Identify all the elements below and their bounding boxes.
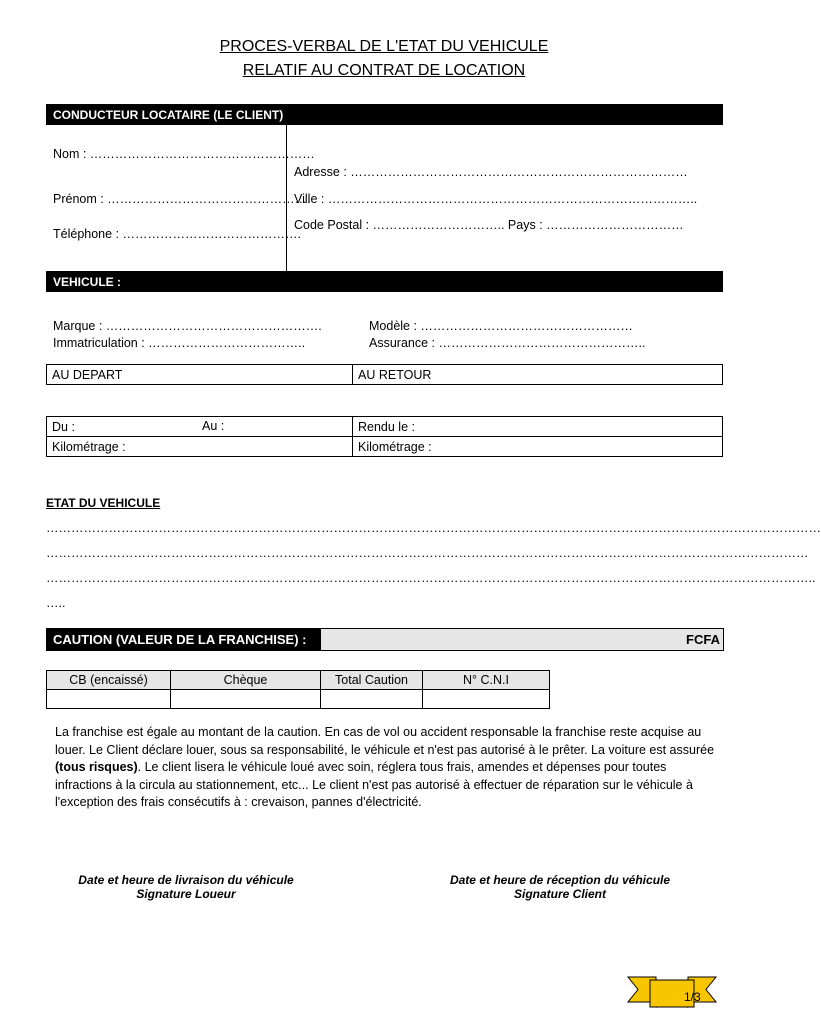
- au-label: Au :: [202, 419, 225, 433]
- cheque-header: Chèque: [171, 671, 321, 690]
- ville-field[interactable]: Ville : ……………………………………………………………………………..: [294, 192, 698, 206]
- terms-part2: . Le client lisera le véhicule loué avec soin, réglera tous frais, amendes et dépenses pour toutes infractions à la circula au stationnement, etc... Le client n'est pas autorisé à effectuer de réparation sur le véhicule à l'exception des frais consécutifs à : crevaison, pannes d'électricité.: [55, 760, 693, 810]
- km-depart-cell[interactable]: Kilométrage :: [47, 437, 353, 457]
- caution-bar: [46, 628, 724, 651]
- immatriculation-field[interactable]: Immatriculation : ………………………………..: [53, 336, 306, 350]
- cb-header: CB (encaissé): [47, 671, 171, 690]
- document-title-line1: PROCES-VERBAL DE L'ETAT DU VEHICULE: [219, 38, 549, 55]
- driver-section-title: CONDUCTEUR LOCATAIRE (LE CLIENT): [53, 108, 284, 122]
- page-ribbon-icon: [626, 974, 718, 1010]
- du-au-cell[interactable]: [47, 417, 353, 437]
- dates-km-table: [46, 416, 723, 457]
- total-caution-cell[interactable]: [321, 690, 423, 709]
- etat-line-3[interactable]: …………………………………………………………………………………………………………………………………………………………………..: [46, 571, 816, 585]
- signature-loueur-block: [66, 873, 306, 901]
- prenom-field[interactable]: Prénom : ………………………………………….: [53, 192, 311, 206]
- caution-label: CAUTION (VALEUR DE LA FRANCHISE) :: [53, 632, 307, 647]
- driver-section-header: [46, 104, 723, 125]
- rendu-le-cell[interactable]: Rendu le :: [353, 417, 723, 437]
- depart-retour-table: [46, 364, 723, 385]
- du-label: Du :: [52, 419, 75, 434]
- reception-label: Date et heure de réception du véhicule: [449, 873, 671, 887]
- au-retour-cell: AU RETOUR: [353, 365, 723, 385]
- total-caution-header: Total Caution: [321, 671, 423, 690]
- vehicle-section-title: VEHICULE :: [53, 275, 122, 289]
- cni-cell[interactable]: [423, 690, 550, 709]
- modele-field[interactable]: Modèle : ……………………………………………: [369, 319, 633, 333]
- signature-client-label: Signature Client: [513, 887, 606, 901]
- etat-heading: ETAT DU VEHICULE: [46, 496, 161, 510]
- cheque-cell[interactable]: [171, 690, 321, 709]
- etat-line-1[interactable]: ……………………………………………………………………………………………………………………………………………………………………: [46, 521, 821, 535]
- payment-table: [46, 670, 550, 709]
- cb-cell[interactable]: [47, 690, 171, 709]
- km-retour-cell[interactable]: Kilométrage :: [353, 437, 723, 457]
- cni-header: N° C.N.I: [423, 671, 550, 690]
- code-postal-pays-field[interactable]: Code Postal : ………………………….. Pays : ……………………………: [294, 218, 684, 232]
- document-title-line2: RELATIF AU CONTRAT DE LOCATION: [242, 62, 526, 79]
- nom-field[interactable]: Nom : ………………………………………………: [53, 147, 315, 161]
- au-depart-cell: AU DEPART: [47, 365, 353, 385]
- page-number: 1/3: [684, 990, 701, 1004]
- adresse-field[interactable]: Adresse : ………………………………………………………………………: [294, 165, 688, 179]
- terms-part1: La franchise est égale au montant de la caution. En cas de vol ou accident responsable la franchise reste acquise au louer. Le Client déclare louer, sous sa responsabilité, le véhicule et n'est pas autorisé à le prêter. La voiture est assurée: [55, 725, 715, 757]
- terms-paragraph: [55, 724, 715, 812]
- caution-currency: FCFA: [686, 632, 720, 647]
- etat-line-4[interactable]: …..: [46, 596, 66, 610]
- signature-loueur-label: Signature Loueur: [136, 887, 236, 901]
- etat-line-2[interactable]: …………………………………………………………………………………………………………………………………………………………………: [46, 546, 809, 560]
- vehicle-section-header: [46, 271, 723, 292]
- livraison-label: Date et heure de livraison du véhicule: [78, 873, 294, 887]
- marque-field[interactable]: Marque : …………………………………………….: [53, 319, 322, 333]
- assurance-field[interactable]: Assurance : …………………………………………..: [369, 336, 646, 350]
- terms-bold: (tous risques): [55, 760, 138, 775]
- signature-client-block: [440, 873, 680, 901]
- telephone-field[interactable]: Téléphone : …………………………………….: [53, 227, 301, 241]
